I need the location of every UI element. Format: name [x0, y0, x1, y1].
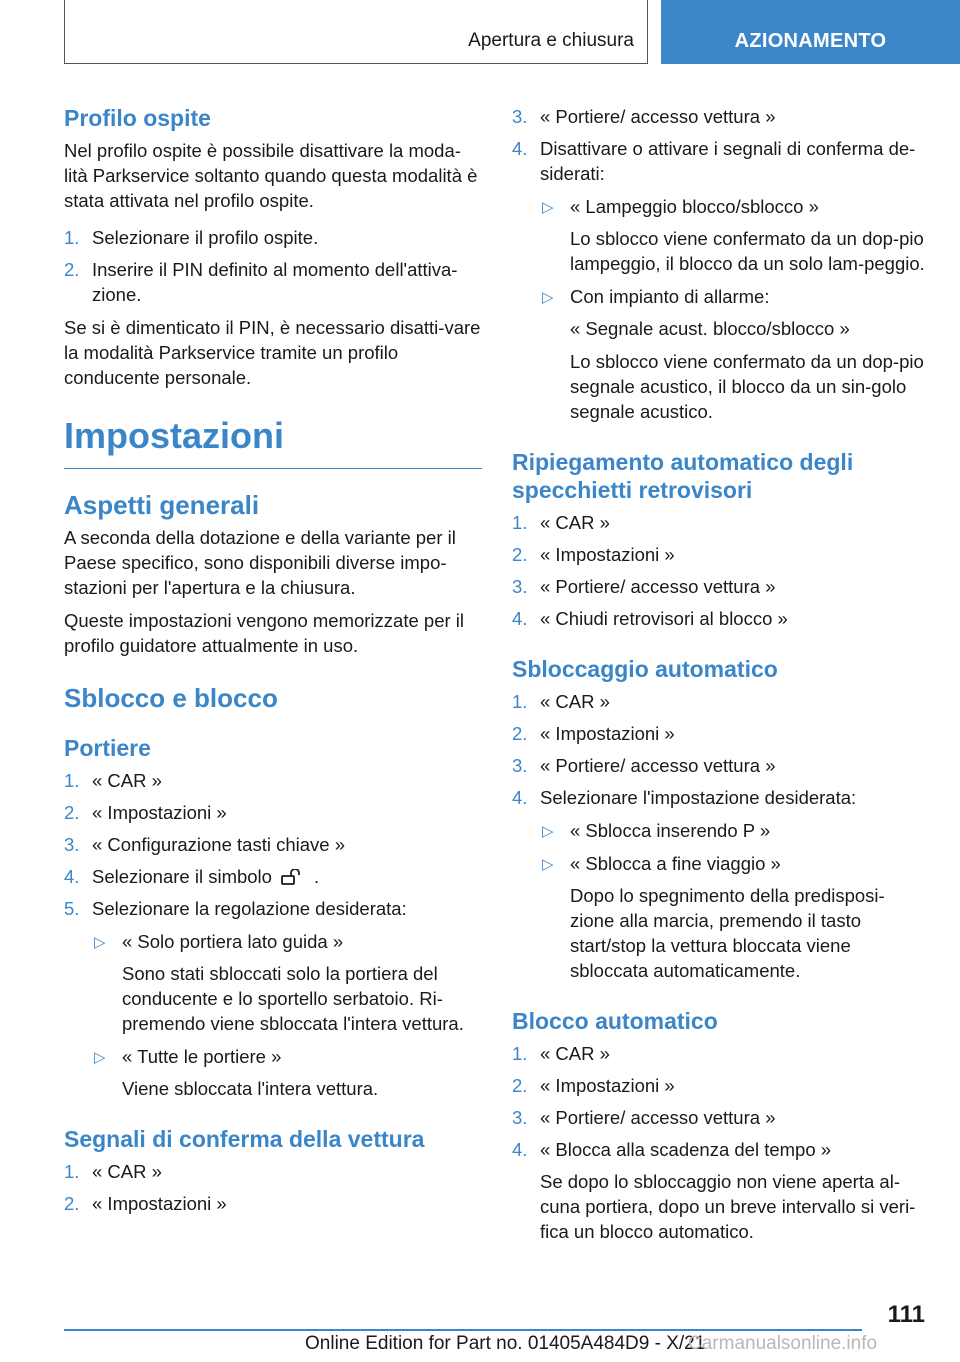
list-item: 4. Selezionare il simbolo .	[64, 866, 320, 887]
right-column	[512, 100, 928, 1244]
doors-heading: Portiere	[64, 735, 151, 761]
list-item: 5. Selezionare la regolazione desiderata:	[64, 898, 407, 919]
option-subline: « Segnale acust. blocco/sblocco »	[570, 318, 850, 339]
general-heading: Aspetti generali	[64, 490, 260, 520]
triangle-bullet-icon: ▷	[542, 289, 554, 306]
option-item: ▷ Con impianto di allarme:	[540, 284, 928, 309]
list-item: 1. « CAR »	[64, 770, 162, 791]
footer-edition: Online Edition for Part no. 01405A484D9 - X/21	[305, 1333, 706, 1354]
auto-unlock-heading: Sbloccaggio automatico	[512, 656, 778, 682]
list-item: 2. « Impostazioni »	[64, 802, 227, 823]
unlock-lock-heading: Sblocco e blocco	[64, 683, 278, 713]
triangle-bullet-icon: ▷	[542, 823, 554, 840]
left-column	[64, 100, 482, 1216]
header-section-title: Apertura e chiusura	[468, 30, 634, 51]
list-item: 3. « Portiere/ accesso vettura »	[512, 106, 776, 127]
list-item: 4. Selezionare l'impostazione desiderata:	[512, 787, 857, 808]
list-item: 2. « Impostazioni »	[512, 544, 675, 565]
option-description: Dopo lo spegnimento della predisposi-zione alla marcia, premendo il tasto start/stop la vettura bloccata viene sbloccata automaticamente.	[570, 885, 885, 981]
option-item: ▷ « Lampeggio blocco/sblocco »	[540, 194, 928, 219]
doors-options	[64, 929, 482, 1101]
auto-lock-note: Se dopo lo sbloccaggio non viene aperta al-cuna portiera, dopo un breve intervallo si veri-fica un blocco automatico.	[540, 1171, 916, 1242]
list-item: 1. « CAR »	[512, 512, 610, 533]
page-number: 111	[887, 1301, 925, 1328]
confirm-signals-heading: Segnali di conferma della vettura	[64, 1126, 425, 1152]
guest-pin-text: Se si è dimenticato il PIN, è necessario disatti-vare la modalità Parkservice tramite un profilo conducente personale.	[64, 317, 481, 388]
list-item: 3. « Configurazione tasti chiave »	[64, 834, 345, 855]
general-text-1: A seconda della dotazione e della variante per il Paese specifico, sono disponibili diverse impo-stazioni per l'apertura e la chiusura.	[64, 527, 456, 598]
option-item: ▷ « Tutte le portiere »	[92, 1044, 482, 1069]
list-item: 1. « CAR »	[64, 1161, 162, 1182]
auto-unlock-steps	[512, 689, 928, 810]
doors-steps	[64, 768, 482, 921]
option-item: ▷ « Solo portiera lato guida »	[92, 929, 482, 954]
list-item: 2. Inserire il PIN definito al momento dell'attiva-zione.	[64, 259, 458, 305]
list-item: 3. « Portiere/ accesso vettura »	[512, 755, 776, 776]
settings-heading: Impostazioni	[64, 414, 482, 469]
auto-lock-steps	[512, 1041, 928, 1162]
option-description: Sono stati sbloccati solo la portiera del conducente e lo sportello serbatoio. Ri-premendo viene sbloccata l'intera vettura.	[122, 963, 464, 1034]
list-item: 1. « CAR »	[512, 1043, 610, 1064]
general-text-2: Queste impostazioni vengono memorizzate per il profilo guidatore attualmente in uso.	[64, 610, 464, 656]
footer-divider	[64, 1329, 862, 1331]
mirror-steps	[512, 510, 928, 631]
list-item: 4. « Blocca alla scadenza del tempo »	[512, 1139, 832, 1160]
triangle-bullet-icon: ▷	[94, 1049, 106, 1066]
chapter-label: AZIONAMENTO	[734, 30, 887, 52]
triangle-bullet-icon: ▷	[94, 934, 106, 951]
confirm-options	[512, 194, 928, 424]
guest-profile-text: Nel profilo ospite è possibile disattivare la moda-lità Parkservice soltanto quando questa modalità è stata attivata nel profilo ospite.	[64, 140, 478, 211]
list-item: 2. « Impostazioni »	[512, 1075, 675, 1096]
triangle-bullet-icon: ▷	[542, 856, 554, 873]
guest-profile-heading: Profilo ospite	[64, 105, 211, 131]
list-item: 4. Disattivare o attivare i segnali di conferma de-siderati:	[512, 138, 916, 184]
auto-unlock-options	[512, 818, 928, 983]
mirror-heading: Ripiegamento automatico degli specchietti retrovisori	[512, 449, 854, 503]
list-item: 2. « Impostazioni »	[64, 1193, 227, 1214]
auto-lock-heading: Blocco automatico	[512, 1008, 718, 1034]
footer-watermark: Carmanualsonline.info	[688, 1333, 878, 1354]
header-chapter-tab	[661, 0, 960, 64]
unlock-icon	[280, 869, 302, 885]
option-item: ▷ « Sblocca inserendo P »	[540, 818, 928, 843]
triangle-bullet-icon: ▷	[542, 199, 554, 216]
option-item: ▷ « Sblocca a fine viaggio »	[540, 851, 928, 876]
list-item: 2. « Impostazioni »	[512, 723, 675, 744]
list-item: 1. Selezionare il profilo ospite.	[64, 227, 319, 248]
list-item: 3. « Portiere/ accesso vettura »	[512, 1107, 776, 1128]
list-item: 1. « CAR »	[512, 691, 610, 712]
option-description: Lo sblocco viene confermato da un dop-pio segnale acustico, il blocco da un sin-golo segnale acustico.	[570, 351, 924, 422]
option-description: Viene sbloccata l'intera vettura.	[122, 1078, 379, 1099]
list-item: 4. « Chiudi retrovisori al blocco »	[512, 608, 788, 629]
confirm-steps-left	[64, 1159, 482, 1216]
list-item: 3. « Portiere/ accesso vettura »	[512, 576, 776, 597]
option-description: Lo sblocco viene confermato da un dop-pio lampeggio, il blocco da un solo lam-peggio.	[570, 228, 925, 274]
guest-steps	[64, 225, 482, 307]
confirm-steps-right	[512, 104, 928, 186]
